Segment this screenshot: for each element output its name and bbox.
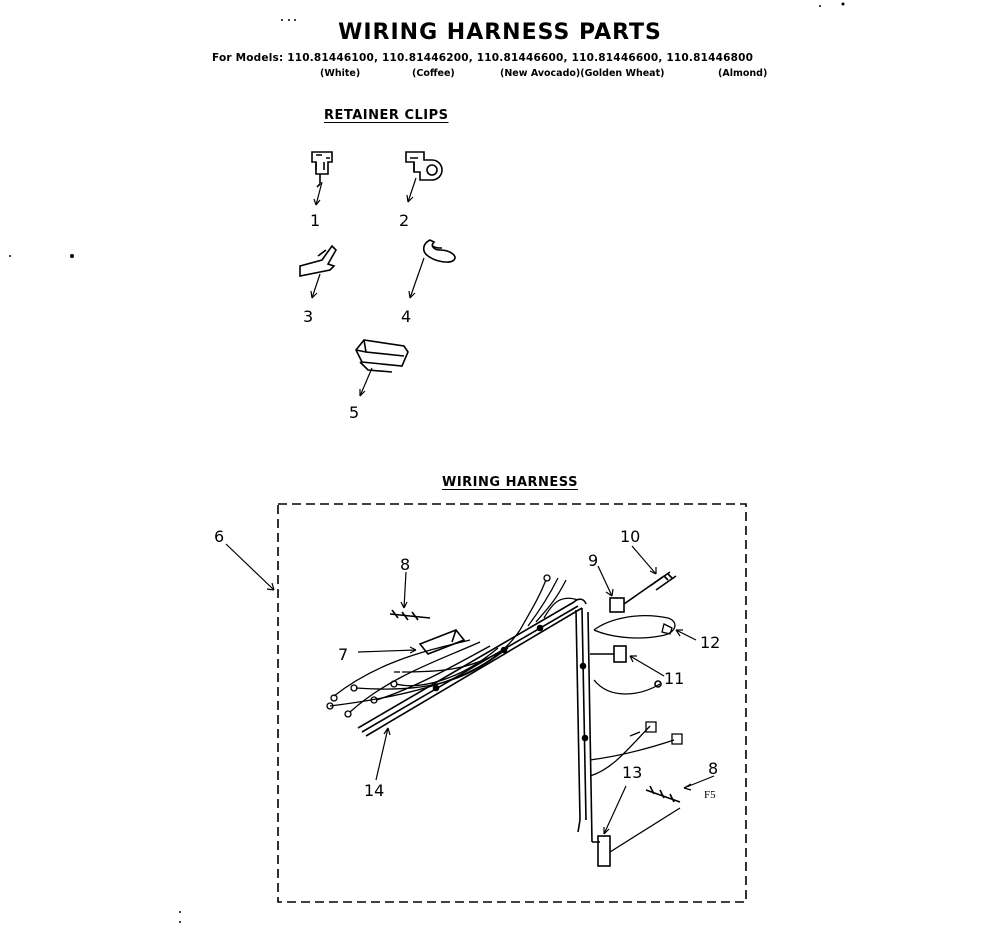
models-line: For Models: 110.81446100, 110.81446200, 110.81446600, 110.81446600, 110.81446800 xyxy=(212,52,754,64)
callout-11: 11 xyxy=(664,669,685,688)
terminal-8-upper xyxy=(390,610,430,620)
note-f5: F5 xyxy=(704,789,716,801)
connector-13 xyxy=(598,808,680,866)
callout-10: 10 xyxy=(620,527,641,546)
leader-8-upper xyxy=(404,572,406,608)
callout-8-upper: 8 xyxy=(400,555,411,574)
callout-8-lower: 8 xyxy=(708,759,719,778)
connector-7 xyxy=(420,630,464,654)
retainer-clip-4 xyxy=(409,240,455,298)
callout-13: 13 xyxy=(622,763,643,782)
retainer-clip-5 xyxy=(356,340,408,396)
leader-13 xyxy=(604,786,626,834)
scan-specks xyxy=(9,3,845,924)
retainer-clip-2 xyxy=(406,152,442,202)
loop-wire-12 xyxy=(594,616,675,638)
wiring-harness-heading: WIRING HARNESS xyxy=(442,475,578,490)
callout-12: 12 xyxy=(700,633,721,652)
callout-2: 2 xyxy=(399,211,410,230)
vertical-harness-trunk xyxy=(576,608,600,842)
leader-11 xyxy=(630,656,664,676)
main-harness-trunk xyxy=(358,599,586,736)
color-avocado-wheat: (New Avocado)(Golden Wheat) xyxy=(500,68,665,79)
callout-14: 14 xyxy=(364,781,385,800)
color-almond: (Almond) xyxy=(718,68,768,79)
leader-7 xyxy=(358,650,416,652)
callout-3: 3 xyxy=(303,307,314,326)
branch-wires-upper xyxy=(520,575,578,630)
terminal-10 xyxy=(650,572,676,590)
leader-9 xyxy=(598,566,612,596)
color-white: (White) xyxy=(320,68,361,79)
retainer-clips-heading: RETAINER CLIPS xyxy=(324,108,449,123)
retainer-clip-1 xyxy=(312,152,332,205)
retainer-clip-3 xyxy=(300,246,336,298)
title-text: WIRING HARNESS PARTS xyxy=(338,20,662,45)
callout-5: 5 xyxy=(349,403,360,422)
callout-6: 6 xyxy=(214,527,225,546)
callout-7: 7 xyxy=(338,645,349,664)
leader-6 xyxy=(226,544,274,590)
connector-11 xyxy=(590,646,661,694)
leader-10 xyxy=(632,546,656,574)
callout-4: 4 xyxy=(401,307,412,326)
leader-14 xyxy=(376,728,388,780)
callout-1: 1 xyxy=(310,211,321,230)
color-coffee: (Coffee) xyxy=(412,68,455,79)
terminal-8-lower xyxy=(646,786,680,802)
callout-9: 9 xyxy=(588,551,599,570)
